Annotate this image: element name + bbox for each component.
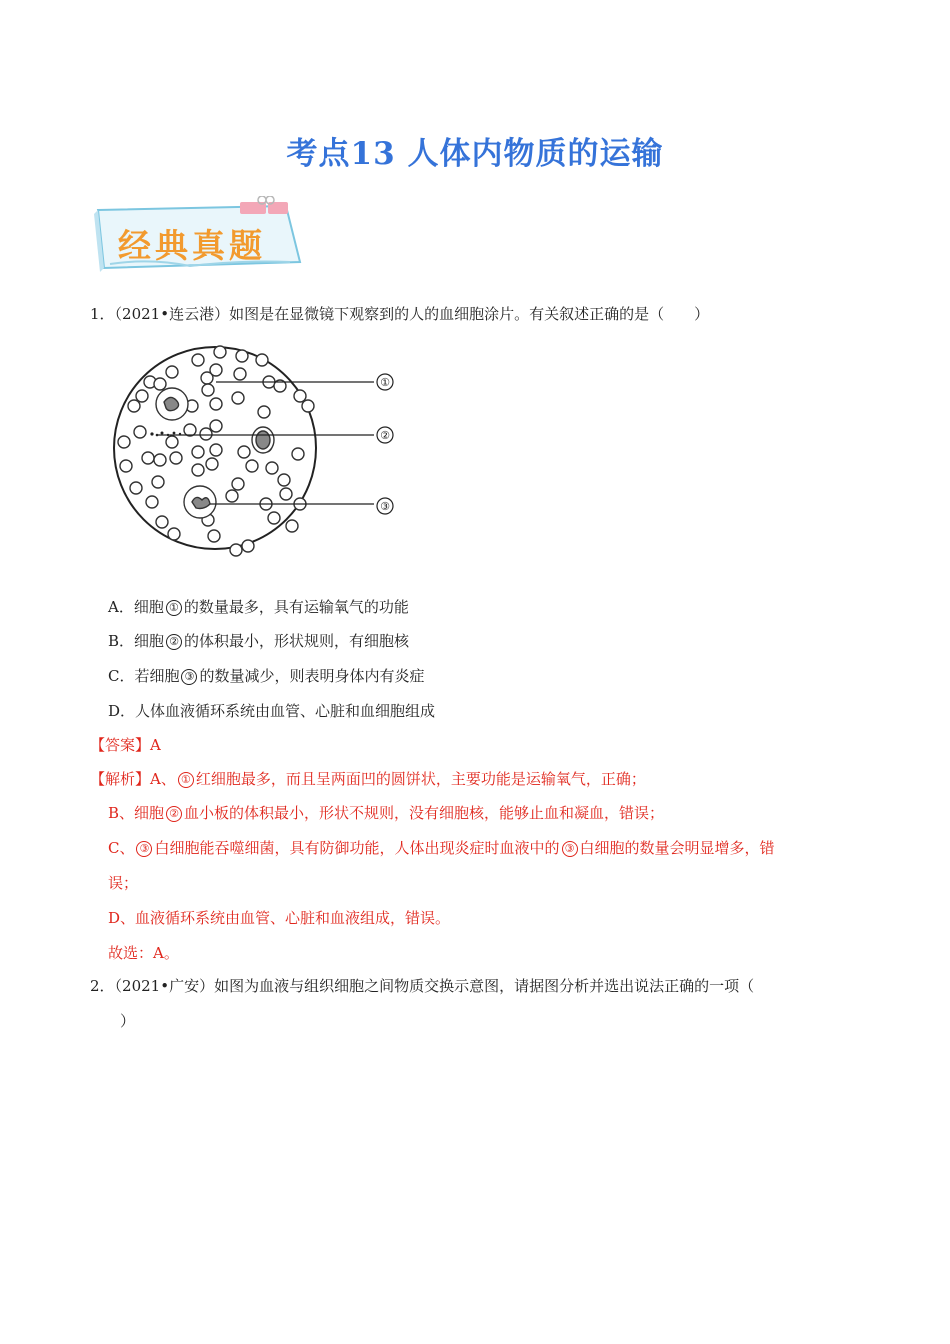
analysis-line-4: D、血液循环系统由血管、心脏和血液组成，错误。 xyxy=(108,909,451,927)
figure-label-1: ① xyxy=(380,376,390,389)
option-d: D．人体血液循环系统由血管、心脏和血细胞组成 xyxy=(108,702,436,720)
analysis-line-5: 故选：A。 xyxy=(108,944,179,962)
analysis-line-3-wrap: 误； xyxy=(108,874,139,892)
question-1-stem: 1．（2021•连云港）如图是在显微镜下观察到的人的血细胞涂片。有关叙述正确的是（ ） xyxy=(90,305,710,323)
banner-title: 经典真题 xyxy=(118,226,266,265)
circled-number: ② xyxy=(166,806,182,822)
blood-smear-figure xyxy=(112,342,402,562)
circled-number: ③ xyxy=(136,841,152,857)
option-a: A．细胞 ① 的数量最多，具有运输氧气的功能 xyxy=(108,598,409,616)
analysis-line-1: 【解析】A、 ① 红细胞最多，而且呈两面凹的圆饼状，主要功能是运输氧气，正确； xyxy=(90,770,646,788)
option-b: B．细胞 ② 的体积最小，形状规则，有细胞核 xyxy=(108,632,410,650)
analysis-line-2: B、细胞 ② 血小板的体积最小，形状不规则，没有细胞核，能够止血和凝血，错误； xyxy=(108,804,665,822)
figure-label-3: ③ xyxy=(380,500,390,513)
page-title: 考点13 人体内物质的运输 xyxy=(286,136,664,172)
circled-number: ① xyxy=(178,772,194,788)
circled-number: ① xyxy=(166,600,182,616)
question-2-stem: 2．（2021•广安）如图为血液与组织细胞之间物质交换示意图，请据图分析并选出说法正确的一项（ xyxy=(90,977,755,995)
circled-number: ③ xyxy=(181,669,197,685)
answer: 【答案】A xyxy=(90,736,161,754)
question-2-stem-wrap: ） xyxy=(120,1012,136,1030)
circled-number: ② xyxy=(166,634,182,650)
option-c: C．若细胞 ③ 的数量减少，则表明身体内有炎症 xyxy=(108,667,425,685)
circled-number: ③ xyxy=(562,841,578,857)
figure-label-2: ② xyxy=(380,429,390,442)
analysis-line-3: C、 ③ 白细胞能吞噬细菌，具有防御功能，人体出现炎症时血液中的 ③ 白细胞的数量会明显增多，错 xyxy=(108,839,775,857)
